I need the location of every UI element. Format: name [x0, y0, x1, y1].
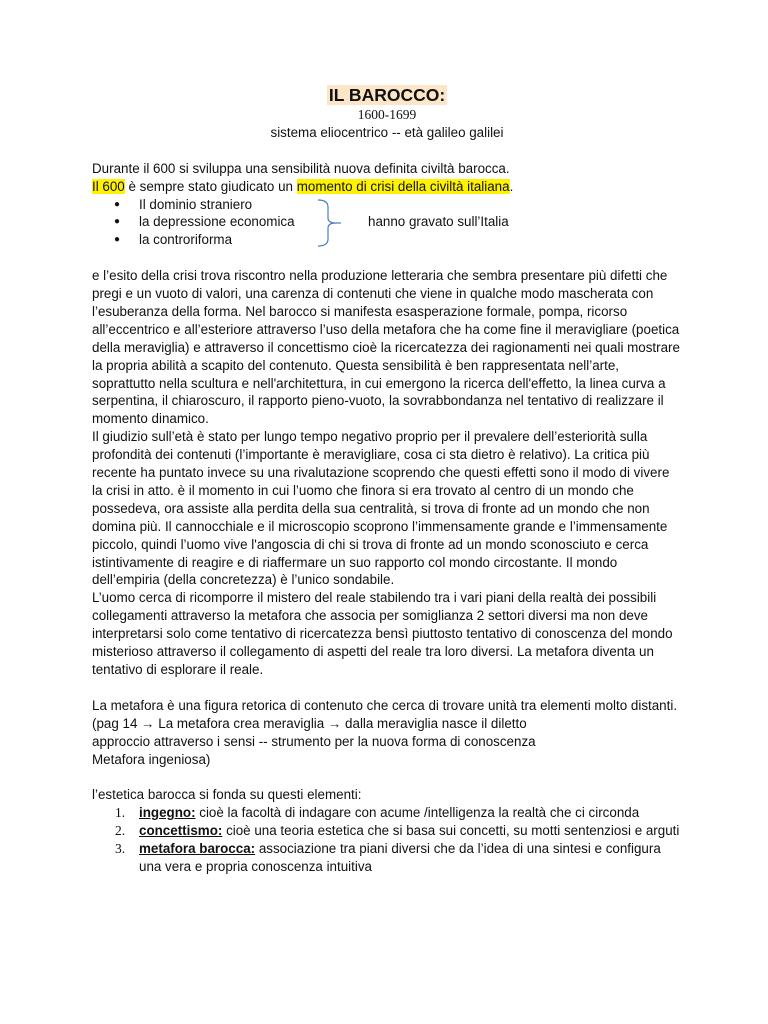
page-subtitle: sistema eliocentrico -- età galileo galilei	[270, 124, 504, 140]
paragraph-giudizio: Il giudizio sull’età è stato per lungo tempo negativo proprio per il prevalere dell’esteriorità sulla profondità dei contenuti (l’importante è meravigliare, cosa ci sta dietro è relativo). La critica più recente ha puntato invece su una rivalutazione scoprendo che questi effetti sono il modo di vivere la crisi in atto. è il momento in cui l’uomo che finora si era trovato al centro di un mondo che possedeva, ora assiste alla perdita della sua centralità, si trova di fronte ad un mondo che non domina più. Il cannocchiale e il microscopio scoprono l’immensamente grande e l’immensamente piccolo, quindi l’uomo vive l'angoscia di chi si trova di fronte ad un mondo sconosciuto e cerca istintivamente di reagire e di riaffermare un suo rapporto col mondo circostante. Il mondo dell’empiria (della concretezza) è l’unico sondabile.	[92, 429, 670, 588]
bullet-icon: ●	[114, 234, 121, 246]
term-concettismo: concettismo:	[139, 823, 223, 839]
cause-label: la controriforma	[139, 232, 233, 248]
intro-line-2-mid: è sempre stato giudicato un	[124, 178, 297, 194]
term-description: cioè una teoria estetica che si basa sui concetti, su motti sentenziosi e arguti	[222, 823, 680, 839]
list-item	[92, 196, 682, 214]
list-item	[92, 840, 682, 876]
term-ingegno: ingegno:	[139, 805, 196, 821]
elements-intro: l’estetica barocca si fonda su questi elementi:	[92, 787, 362, 803]
intro-line-2	[92, 178, 682, 196]
note-line-3: Metafora ingeniosa)	[92, 751, 211, 767]
date-range: 1600-1699	[357, 107, 417, 122]
item-number: 2.	[115, 823, 126, 839]
list-item	[92, 231, 682, 249]
item-number: 3.	[115, 841, 126, 857]
paragraph-crisi: e l’esito della crisi trova riscontro nella produzione letteraria che sembra presentare più difetti che pregi e un vuoto di valori, una carenza di contenuti che viene in qualche modo mascherata con l’esuberanza della forma. Nel barocco si manifesta esasperazione formale, pompa, ricorso all’eccentrico e all’esteriore attraverso l’uso della metafora che ha come fine il meravigliare (poetica della meraviglia) e attraverso il concettismo cioè la ricercatezza dei ragionamenti nei quali mostrare la propria abilità a scapito del contenuto. Questa sensibilità è ben rappresentata nell’arte, soprattutto nella scultura e nell'architettura, in cui emergono la ricerca dell'effetto, la linea curva a serpentina, il chiaroscuro, il rapporto pieno-vuoto, la sovrabbondanza nel tentativo di realizzare il momento dinamico.	[92, 268, 680, 427]
title-block	[92, 84, 682, 106]
term-metafora-barocca: metafora barocca:	[139, 841, 256, 857]
highlight-crisi: momento di crisi della civiltà italiana	[296, 178, 510, 194]
elements-list	[92, 804, 682, 876]
intro-line-2-end: .	[509, 178, 514, 194]
curly-brace-icon	[316, 199, 342, 247]
term-description: associazione tra piani diversi che da l’idea di una sintesi e configura una vera e propria conoscenza intuitiva	[139, 841, 661, 874]
causes-list	[92, 196, 682, 250]
bullet-icon: ●	[114, 198, 121, 210]
metafora-definition: La metafora è una figura retorica di contenuto che cerca di trovare unità tra elementi molto distanti.	[92, 697, 678, 713]
cause-label: la depressione economica	[139, 214, 295, 230]
note-line-1: (pag 14 → La metafora crea meraviglia → dalla meraviglia nasce il diletto	[92, 715, 527, 731]
intro-line-1: Durante il 600 si sviluppa una sensibilità nuova definita civiltà barocca.	[92, 160, 510, 176]
bullet-icon: ●	[114, 216, 121, 228]
page-title: IL BAROCCO:	[328, 85, 446, 105]
highlight-il-600: Il 600	[92, 178, 125, 194]
document-page	[92, 84, 682, 876]
note-line-2: approccio attraverso i sensi -- strumento per la nuova forma di conoscenza	[92, 733, 536, 749]
term-description: cioè la facoltà di indagare con acume /intelligenza la realtà che ci circonda	[195, 805, 640, 821]
item-number: 1.	[115, 805, 126, 821]
paragraph-uomo: L’uomo cerca di ricomporre il mistero del reale stabilendo tra i vari piani della realtà dei possibili collegamenti attraverso la metafora che associa per somiglianza 2 settori diversi ma non deve interpretarsi solo come tentativo di ricercatezza bensì piuttosto tentativo di conoscenza del mondo misterioso attraverso il collegamento di aspetti del reale tra loro diversi. La metafora diventa un tentativo di esplorare il reale.	[92, 590, 673, 678]
list-item	[92, 804, 682, 822]
list-item	[92, 822, 682, 840]
brace-label: hanno gravato sull’Italia	[368, 214, 509, 230]
cause-label: Il dominio straniero	[139, 196, 253, 212]
